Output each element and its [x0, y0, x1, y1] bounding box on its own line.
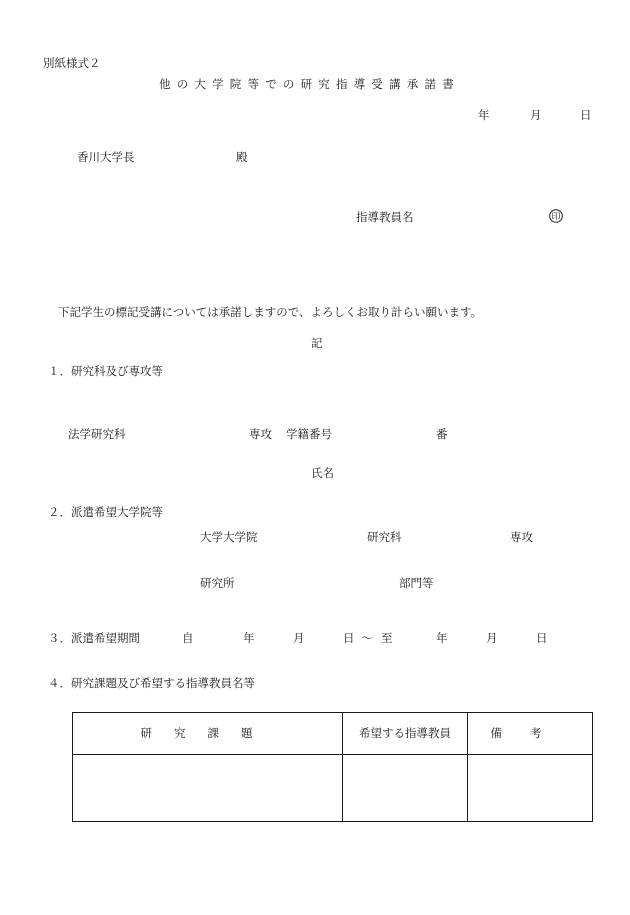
period-start-month: 月 — [293, 631, 305, 645]
host-university-label: 大学大学院 — [200, 530, 258, 544]
host-major-label: 専攻 — [510, 530, 533, 544]
date-year: 年 — [478, 108, 490, 122]
section4-heading: ４．研究課題及び希望する指導教員名等 — [48, 676, 255, 690]
student-number-label: 学籍番号 — [286, 427, 332, 441]
section3-heading: ３．派遣希望期間 — [48, 631, 140, 645]
date-day: 日 — [580, 108, 592, 122]
table-row — [73, 755, 593, 822]
name-label: 氏名 — [311, 466, 334, 480]
period-start-year: 年 — [243, 631, 255, 645]
seal-icon — [549, 209, 563, 223]
section2-heading: ２．派遣希望大学院等 — [48, 505, 163, 519]
cell-research-topic[interactable] — [73, 755, 343, 822]
period-tilde: ～ — [361, 631, 373, 645]
header-research-topic: 研究課題 — [73, 713, 343, 755]
intro-text: 下記学生の標記受講については承諾しますので、よろしくお取り計らい願います。 — [58, 305, 483, 319]
period-to: 至 — [381, 631, 393, 645]
host-graduate-course-label: 研究科 — [367, 530, 402, 544]
header-remarks: 備考 — [468, 713, 593, 755]
ki-label: 記 — [311, 336, 323, 350]
student-number-suffix: 番 — [436, 427, 448, 441]
research-topic-table — [72, 712, 593, 822]
period-end-month: 月 — [486, 631, 498, 645]
period-end-year: 年 — [436, 631, 448, 645]
period-from: 自 — [182, 631, 194, 645]
date-month: 月 — [530, 108, 542, 122]
cell-remarks[interactable] — [468, 755, 593, 822]
addressee-honorific: 殿 — [236, 150, 248, 164]
graduate-school-name: 法学研究科 — [68, 427, 126, 441]
cell-desired-supervisor[interactable] — [343, 755, 468, 822]
host-division-label: 部門等 — [399, 576, 434, 590]
host-institute-label: 研究所 — [200, 576, 235, 590]
period-start-day: 日 — [343, 631, 355, 645]
header-desired-supervisor: 希望する指導教員 — [343, 713, 468, 755]
seal-glyph: 印 — [551, 212, 561, 223]
document-title: 他の大学院等での研究指導受講承諾書 — [159, 77, 460, 91]
supervisor-name-label: 指導教員名 — [356, 210, 414, 224]
table-header-row — [73, 713, 593, 755]
major-label: 専攻 — [249, 427, 272, 441]
period-end-day: 日 — [536, 631, 548, 645]
addressee-name: 香川大学長 — [77, 150, 135, 164]
section1-heading: １．研究科及び専攻等 — [48, 364, 163, 378]
form-label: 別紙様式２ — [43, 56, 101, 70]
